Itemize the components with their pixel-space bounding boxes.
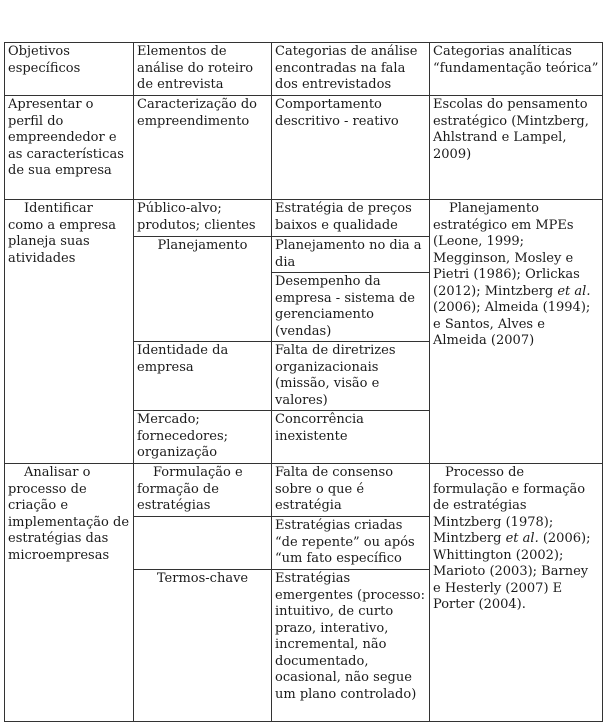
element-cell: Público-alvo; produtos; clientes — [134, 200, 272, 237]
objective-cell: Identificar como a empresa planeja suas atividades — [5, 200, 134, 464]
theory-etal: et al. — [505, 531, 539, 546]
table-row — [5, 464, 603, 517]
header-objectives: Objetivos específicos — [5, 43, 134, 96]
category-cell: Falta de consenso sobre o que é estratégia — [272, 464, 430, 517]
element-cell-empty — [134, 517, 272, 570]
category-cell: Estratégia de preços baixos e qualidade — [272, 200, 430, 237]
element-cell: Termos-chave — [134, 570, 272, 722]
objective-cell: Apresentar o perfil do empreendedor e as características de sua empresa — [5, 96, 134, 200]
category-cell: Planejamento no dia a dia — [272, 237, 430, 273]
header-row — [5, 43, 603, 96]
category-cell: Concorrência inexistente — [272, 411, 430, 464]
theory-cell — [430, 200, 603, 464]
category-cell: Estratégias criadas “de repente” ou após “um fato específico — [272, 517, 430, 570]
category-cell: Comportamento descritivo - reativo — [272, 96, 430, 200]
header-categories: Categorias de análise encontradas na fala dos entrevistados — [272, 43, 430, 96]
theory-etal: et al. — [557, 283, 591, 299]
header-elements: Elementos de análise do roteiro de entrevista — [134, 43, 272, 96]
element-cell: Identidade da empresa — [134, 342, 272, 411]
element-cell: Planejamento — [134, 237, 272, 342]
element-cell: Formulação e formação de estratégias — [134, 464, 272, 517]
table-row — [5, 200, 603, 237]
objective-cell: Analisar o processo de criação e implementação de estratégias das microempresas — [5, 464, 134, 722]
theory-cell: Escolas do pensamento estratégico (Mintzberg, Ahlstrand e Lampel, 2009) — [430, 96, 603, 200]
table-row — [5, 96, 603, 200]
theory-cell — [430, 464, 603, 722]
category-cell: Estratégias emergentes (processo: intuitivo, de curto prazo, interativo, incremental, não documentado, ocasional, não segue um plano controlado) — [272, 570, 430, 722]
header-theory: Categorias analíticas “fundamentação teórica” — [430, 43, 603, 96]
element-cell: Mercado; fornecedores; organização — [134, 411, 272, 464]
analysis-table — [4, 42, 603, 722]
theory-text-cont: (2006); Whittington (2002); Marioto (2003); Barney e Hesterly (2007) E Porter (2004). — [433, 531, 591, 612]
category-cell: Desempenho da empresa - sistema de gerenciamento (vendas) — [272, 273, 430, 342]
category-cell: Falta de diretrizes organizacionais (missão, visão e valores) — [272, 342, 430, 411]
theory-text-cont: (2006); Almeida (1994); e Santos, Alves e Almeida (2007) — [433, 300, 591, 348]
theory-text: Processo de formulação e formação de estratégias Mintzberg (1978); Mintzberg — [433, 465, 586, 546]
theory-text: Planejamento estratégico em MPEs (Leone, 1999; Megginson, Mosley e Pietri (1986); Orlickas (2012); Mintzberg — [433, 201, 580, 299]
element-cell: Caracterização do empreendimento — [134, 96, 272, 200]
